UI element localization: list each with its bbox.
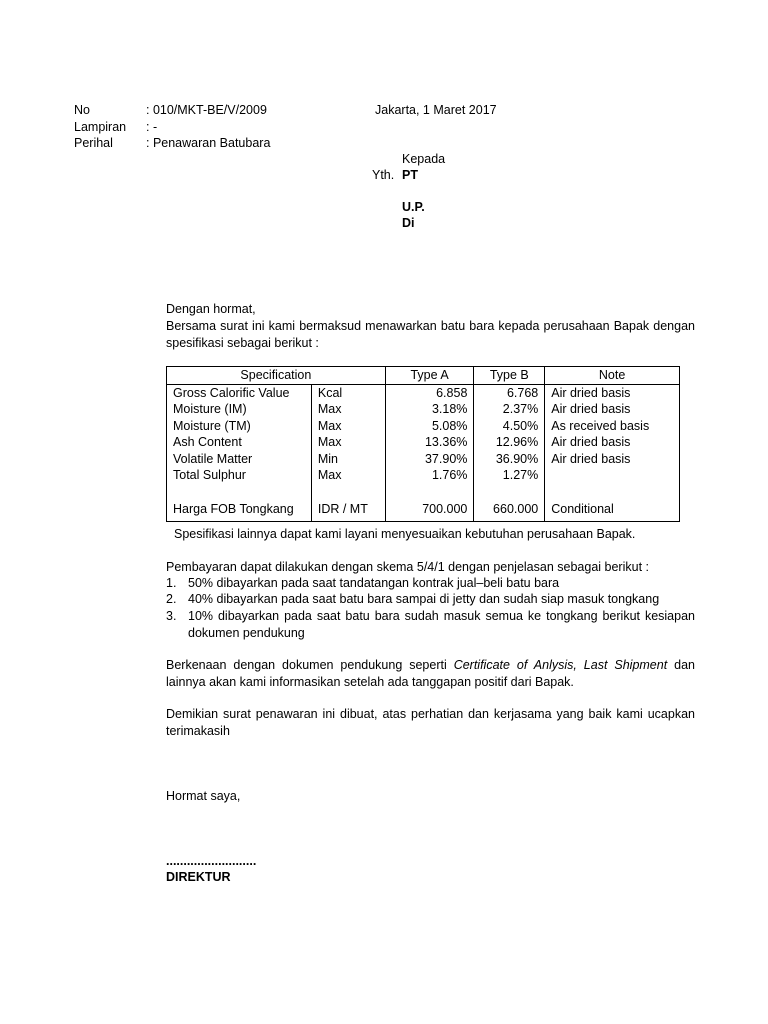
cell-type-a: 1.76% <box>385 467 474 484</box>
cell-unit: Max <box>311 401 385 418</box>
cell-type-a: 37.90% <box>385 451 474 468</box>
signature-line: .......................... <box>166 854 257 868</box>
recipient-pt: PT <box>402 168 418 182</box>
cell-spec: Gross Calorific Value <box>167 384 312 401</box>
cell-note: As received basis <box>545 418 680 435</box>
closing-paragraph: Demikian surat penawaran ini dibuat, atas perhatian dan kerjasama yang baik kami ucapkan terimakasih <box>166 707 695 738</box>
lampiran-value: : - <box>146 120 158 134</box>
payment-intro: Pembayaran dapat dilakukan dengan skema 5/4/1 dengan penjelasan sebagai berikut : <box>166 560 649 574</box>
table-spacer-row <box>167 484 680 501</box>
cell-type-a: 6.858 <box>385 384 474 401</box>
payment-item-number: 2. <box>166 592 177 606</box>
cell-type-a: 700.000 <box>385 501 474 522</box>
greeting: Dengan hormat, <box>166 302 256 316</box>
cell-note: Air dried basis <box>545 451 680 468</box>
cell-unit: IDR / MT <box>311 501 385 522</box>
cell-type-a: 13.36% <box>385 434 474 451</box>
cell-type-b: 660.000 <box>474 501 545 522</box>
cell-spec: Ash Content <box>167 434 312 451</box>
regards-text: Hormat saya, <box>166 789 241 803</box>
table-row <box>167 418 680 435</box>
table-row <box>167 467 680 484</box>
cell-type-b: 1.27% <box>474 467 545 484</box>
table-note: Spesifikasi lainnya dapat kami layani menyesuaikan kebutuhan perusahaan Bapak. <box>174 527 636 541</box>
header-type-a: Type A <box>385 367 474 385</box>
cell-note: Conditional <box>545 501 680 522</box>
recipient-up: U.P. <box>402 200 425 214</box>
cell-type-b: 36.90% <box>474 451 545 468</box>
perihal-label: Perihal <box>74 136 113 150</box>
cell-type-b: 2.37% <box>474 401 545 418</box>
payment-item-text: 40% dibayarkan pada saat batu bara sampai di jetty dan sudah siap masuk tongkang <box>188 592 660 606</box>
cell-unit: Min <box>311 451 385 468</box>
recipient-di: Di <box>402 216 415 230</box>
cell-type-b: 12.96% <box>474 434 545 451</box>
cell-spec: Total Sulphur <box>167 467 312 484</box>
table-row <box>167 384 680 401</box>
payment-item-number: 1. <box>166 576 177 590</box>
cell-note: Air dried basis <box>545 434 680 451</box>
lampiran-label: Lampiran <box>74 120 127 134</box>
place-date: Jakarta, 1 Maret 2017 <box>375 103 497 117</box>
header-note: Note <box>545 367 680 385</box>
cell-note: Air dried basis <box>545 401 680 418</box>
header-type-b: Type B <box>474 367 545 385</box>
perihal-value: : Penawaran Batubara <box>146 136 271 150</box>
cell-spec: Harga FOB Tongkang <box>167 501 312 522</box>
intro-paragraph: Bersama surat ini kami bermaksud menawarkan batu bara kepada perusahaan Bapak dengan spesifikasi sebagai berikut : <box>166 319 695 350</box>
cell-unit: Kcal <box>311 384 385 401</box>
table-row <box>167 451 680 468</box>
payment-item-text: 10% dibayarkan pada saat batu bara sudah masuk semua ke tongkang berikut kesiapan dokumen pendukung <box>188 609 695 640</box>
cell-type-b: 6.768 <box>474 384 545 401</box>
recipient-yth: Yth. <box>372 168 395 182</box>
documents-text-after: dan lainnya akan kami informasikan setelah ada tanggapan positif dari Bapak. <box>166 658 695 689</box>
table-price-row <box>167 501 680 522</box>
no-label: No <box>74 103 90 117</box>
specification-table <box>166 366 680 522</box>
table-header-row <box>167 367 680 385</box>
cell-note <box>545 467 680 484</box>
table-row <box>167 401 680 418</box>
documents-paragraph <box>166 657 695 690</box>
documents-text-before: Berkenaan dengan dokumen pendukung seperti <box>166 658 454 672</box>
documents-italic-text: Certificate of Anlysis, Last Shipment <box>453 658 668 672</box>
cell-unit: Max <box>311 467 385 484</box>
cell-type-a: 3.18% <box>385 401 474 418</box>
cell-type-a: 5.08% <box>385 418 474 435</box>
payment-item-text: 50% dibayarkan pada saat tandatangan kontrak jual–beli batu bara <box>188 576 560 590</box>
cell-unit: Max <box>311 418 385 435</box>
cell-spec: Volatile Matter <box>167 451 312 468</box>
payment-item-number: 3. <box>166 609 177 623</box>
cell-spec: Moisture (IM) <box>167 401 312 418</box>
cell-spec: Moisture (TM) <box>167 418 312 435</box>
header-specification: Specification <box>167 367 386 385</box>
recipient-kepada: Kepada <box>402 152 446 166</box>
cell-type-b: 4.50% <box>474 418 545 435</box>
cell-unit: Max <box>311 434 385 451</box>
cell-note: Air dried basis <box>545 384 680 401</box>
signatory-title: DIREKTUR <box>166 870 231 884</box>
no-value: : 010/MKT-BE/V/2009 <box>146 103 267 117</box>
table-row <box>167 434 680 451</box>
